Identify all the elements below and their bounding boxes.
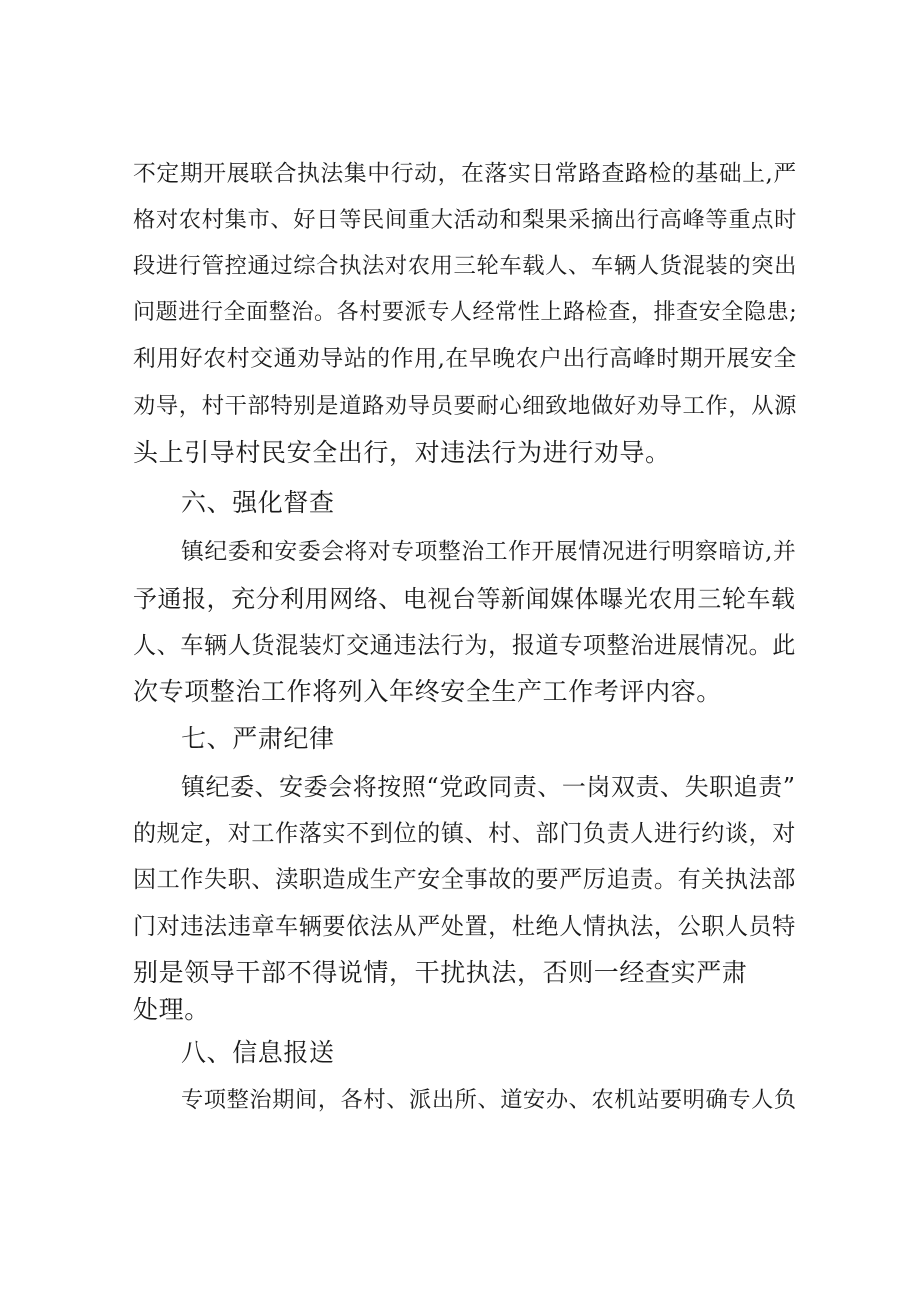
text-line: 专项整治期间，各村、派出所、道安办、农机站要明确专人负 [181, 1087, 797, 1113]
text-line: 因工作失职、渎职造成生产安全事故的要严厉追责。有关执法部 [133, 867, 796, 893]
text-line: 利用好农村交通劝导站的作用,在早晚农户出行高峰时期开展安全 [133, 346, 797, 372]
text-line: 予通报，充分利用网络、电视台等新闻媒体曝光农用三轮车载 [133, 585, 796, 613]
section-heading-supervision: 六、强化督查 [181, 488, 335, 517]
text-line: 段进行管控通过综合执法对农用三轮车载人、车辆人货混装的突出 [133, 253, 798, 279]
section-heading-discipline: 七、严肃纪律 [181, 724, 335, 753]
text-line: 人、车辆人货混装灯交通违法行为，报道专项整治进展情况。此 [133, 633, 796, 659]
text-line: 格对农村集市、好日等民间重大活动和梨果采摘出行高峰等重点时 [133, 207, 798, 233]
text-line: 不定期开展联合执法集中行动，在落实日常路查路检的基础上,严 [133, 161, 797, 187]
text-line: 的规定，对工作落实不到位的镇、村、部门负责人进行约谈，对 [133, 821, 796, 847]
text-line: 问题进行全面整治。各村要派专人经常性上路检查，排查安全隐患; [133, 300, 798, 325]
text-line: 别是领导干部不得说情，干扰执法，否则一经查实严肃 [133, 958, 748, 987]
text-line: 劝导，村干部特别是道路劝导员要耐心细致地做好劝导工作，从源 [133, 393, 798, 419]
text-line: 镇纪委和安委会将对专项整治工作开展情况进行明察暗访,并 [181, 539, 797, 565]
text-line: 头上引导村民安全出行，对违法行为进行劝导。 [133, 438, 671, 467]
text-line: 镇纪委、安委会将按照“党政同责、一岗双责、失职追责” [181, 773, 796, 801]
text-line: 次专项整治工作将列入年终安全生产工作考评内容。 [133, 677, 722, 706]
text-line: 门对违法违章车辆要依法从严处置，杜绝人情执法，公职人员特 [133, 914, 796, 940]
text-line: 处理。 [133, 995, 210, 1024]
section-heading-reporting: 八、信息报送 [181, 1038, 335, 1067]
